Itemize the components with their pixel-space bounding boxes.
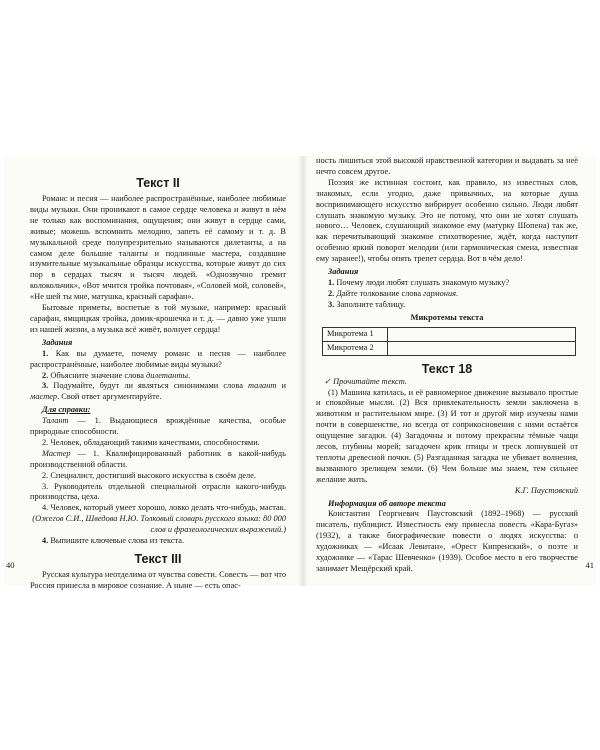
book-spine [298,156,308,586]
task-number: 2. [42,370,49,380]
text2-title: Текст II [136,176,180,190]
task-text: Как вы думаете, почему романс и песня — наиболее распространённые, наиболее любимые виды музыки? [30,348,286,369]
author-info-paragraph: Константин Георгиевич Паустовский (1892–1968) — русский писатель, публицист. Известность ему принесла повесть «Кара-Бугаз» (1932), а также биографические повести о людях искусства: о художниках — «Исаак Левитан», «Орест Кипренский», о поэте и художнике — «Тарас Шевченко» (1939). Особое место в его творчестве занимает Мещёрский край. [316,509,578,573]
text3-title: Текст III [134,552,182,566]
author-signature: К.Г. Паустовский [514,485,578,495]
page-number-left: 40 [6,560,15,570]
ref-text: — 1. Квалифицированный работник в какой-нибудь производственной области. [30,448,286,469]
text18-title: Текст 18 [421,361,473,376]
task-word: талант [248,381,277,391]
left-task-3 [30,381,286,403]
task-text: Выпишите ключевые слова из текста. [48,536,185,546]
task-word: гармония [423,288,456,298]
left-task-2: 2. Объясните значение слова дилетанты. [42,370,191,380]
instruction-text: Прочитайте текст. [333,376,407,386]
task-number: 4. [42,536,49,546]
dictionary-source: (Ожегов С.И., Шведова Н.Ю. Толковый словарь русского языка: 80 000 слов и фразеологических выражений.) [32,514,286,535]
continued-paragraph: ность лишиться этой высокой нравственной категории и выдавать за неё нечто совсем другое. [316,156,578,176]
poetry-paragraph: Поэзия же истинная состоит, как правило, из известных слов, знакомых, если угодно, даже привычных, на которые душа воспринимающего искусство вибрирует особенно сильно. Люди любят слушать знакомую музыку. Это не потому, что они не хотят слушать нового… Человек, слушающий знакомое ему (матурку Шопена) так же, как перечитывающий знакомое стихотворение, ждёт, когда наступит особенно яркий поворот мелодии (или гармоническая смена, известная ему заранее!), чтобы опять трепет сердца. Вот в чём дело! [316,177,578,264]
right-task-2: 2. Дайте толкование слова гармония. [328,288,459,298]
left-task-1 [30,349,286,371]
ref-master-1 [30,449,286,471]
table-row [323,341,576,355]
task-text: Объясните значение слова [48,370,147,380]
table-row-label: Микротема 2 [323,341,388,355]
tasks-heading-right: Задания [328,267,359,277]
right-task-3: 3. Заполните таблицу. [328,299,406,309]
reference-heading: Для справки: [42,405,91,415]
task-text: Почему люди любят слушать знакомую музыку? [334,277,510,287]
task-text: . Свой ответ аргументируйте. [57,392,162,402]
left-page [30,156,286,592]
microtopics-table [322,327,576,356]
text3-paragraph: Русская культура неотделима от чувства совести. Совесть — вот что Россия принесла в мировое сознание. А ныне — есть опас- [30,570,286,590]
ref-word: Талант [42,416,69,426]
checkmark-icon: ✓ [324,376,331,386]
table-empty-cell[interactable] [388,341,576,355]
text2-paragraph-2: Бытовые приметы, воспетые в той музыке, например: красный сарафан, ямщицкая тройка, домик-крошечка и т. д. — давно уже ушли из нашей жизни, а музыка всё живёт, волнует сердца! [30,303,286,334]
author-info-heading: Информация об авторе текста [328,498,446,508]
page-number-right: 41 [585,560,594,570]
task-word: мастер [30,392,58,402]
tasks-heading-left: Задания [42,337,73,347]
read-instruction [316,377,578,388]
table-caption: Микротемы текста [410,312,484,322]
ref-talent-2: 2. Человек, обладающий такими качествами, способностями. [42,437,260,447]
table-row-label: Микротема 1 [323,327,388,341]
ref-master-3: 3. Руководитель отдельной специальной отрасли какого-нибудь производства, цеха. [30,481,286,502]
table-row [323,327,576,341]
right-task-1: 1. Почему люди любят слушать знакомую музыку? [328,277,510,287]
task-word: дилетанты [146,370,188,380]
ref-master-4: 4. Человек, который умеет хорошо, ловко делать что-нибудь, мастак. [42,503,286,513]
task-text: Дайте толкование слова [334,288,424,298]
table-empty-cell[interactable] [388,327,576,341]
text2-paragraph-1: Романс и песня — наиболее распространённые, наиболее любимые виды музыки. Они проникают в самое сердце человека и живут в нём не только как воспоминания, ощущения; они живут в сердце сами, живые; можешь вспомнить мелодию, запеть её самому и т. д. В музыкальной среде полупрезрительно называются дилетанты, а на самом деле большие таланты и подлинные мастера, создавшие изумительные музыкальные образцы искусства, которые живут до сих пор в сердцах тысяч и тысяч людей. «Однозвучно гремит колокольчик», «Вот мчится тройка почтовая», «Соловей мой, соловей», «Не шей ты мне, матушка, красный сарафан». [30,194,286,302]
text18-paragraph: (1) Машина катилась, и её равномерное движение вызывало простые и спокойные мысли. (2) Вся привлекательность земли заключена в животном и растительном мире. (3) И тот и другой мир изучены нами почти в совершенстве, но всегда от соприкосновения с ними остаётся ощущение загадки. (4) Загадочны и потому прекрасны тёмные чащи лесов, глубины морей; загадочен крик птицы и треск лопнувшей от теплоты древесной почки. (5) Разгаданная загадка не убивает волнения, вызванного зрелищем земли. (6) Чем больше мы знаем, тем сильнее желание жить. [316,387,578,484]
task-number: 1. [42,348,49,358]
ref-text: — 1. Выдающиеся врождённые качества, особые природные способности. [30,416,286,437]
left-task-4 [30,536,286,547]
task-text: и [276,381,286,391]
task-number: 3. [42,381,49,391]
ref-master-2: 2. Специалист, достигший высокого искусства в своём деле. [42,470,257,480]
right-page [316,156,578,575]
book-spread [4,156,596,590]
task-text: Подумайте, будут ли являться синонимами слова [48,381,249,391]
task-text: Заполните таблицу. [334,299,406,309]
ref-word: Мастер [42,448,71,458]
ref-talent-1 [30,416,286,438]
